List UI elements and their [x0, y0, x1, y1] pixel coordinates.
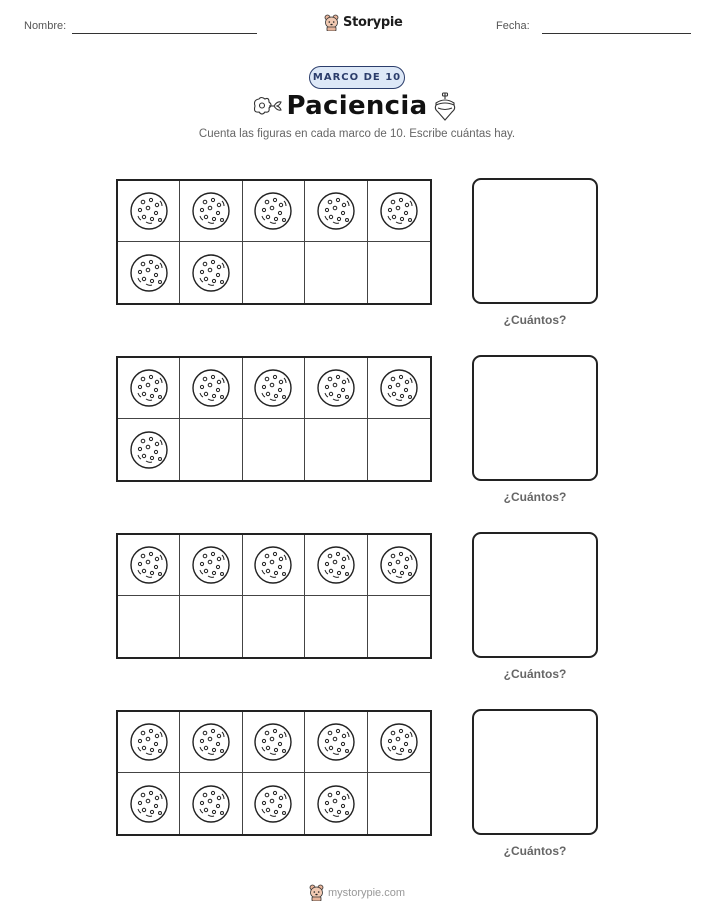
- bear-logo-icon: [324, 14, 339, 31]
- frame-cell: [368, 242, 430, 303]
- frame-cell: [305, 712, 367, 773]
- frame-cell: [180, 596, 242, 657]
- frame-cell: [180, 358, 242, 419]
- cookie-icon: [191, 253, 231, 293]
- cookie-icon: [253, 545, 293, 585]
- answer-label: ¿Cuántos?: [503, 844, 567, 858]
- cookie-icon: [316, 191, 356, 231]
- cookie-icon: [191, 545, 231, 585]
- frame-cell: [305, 242, 367, 303]
- cookie-icon: [379, 545, 419, 585]
- ten-frame-3: [116, 533, 432, 659]
- frame-cell: [368, 596, 430, 657]
- frame-cell: [243, 535, 305, 596]
- frame-cell: [118, 419, 180, 480]
- frame-cell: [180, 181, 242, 242]
- cookie-icon: [129, 545, 169, 585]
- frame-cell: [243, 419, 305, 480]
- name-label: Nombre:: [24, 20, 67, 32]
- cookie-icon: [379, 191, 419, 231]
- cookie-icon: [129, 253, 169, 293]
- cookie-icon: [379, 722, 419, 762]
- cookie-icon: [253, 191, 293, 231]
- cookie-icon: [129, 722, 169, 762]
- answer-box-4[interactable]: [472, 709, 598, 835]
- ten-frame-2: [116, 356, 432, 482]
- frame-cell: [368, 419, 430, 480]
- answer-label: ¿Cuántos?: [503, 490, 567, 504]
- frame-cell: [118, 773, 180, 834]
- frame-cell: [305, 181, 367, 242]
- answer-label: ¿Cuántos?: [503, 313, 567, 327]
- ten-frame-4: [116, 710, 432, 836]
- answer-box-3[interactable]: [472, 532, 598, 658]
- cookie-icon: [191, 191, 231, 231]
- cookie-icon: [129, 368, 169, 408]
- footer: [0, 884, 714, 901]
- answer-box-2[interactable]: [472, 355, 598, 481]
- frame-cell: [180, 773, 242, 834]
- brand-logo: [324, 14, 403, 31]
- cookie-icon: [129, 191, 169, 231]
- frame-cell: [180, 535, 242, 596]
- frame-cell: [118, 712, 180, 773]
- answer-label: ¿Cuántos?: [503, 667, 567, 681]
- cookie-icon: [129, 784, 169, 824]
- cookie-icon: [316, 722, 356, 762]
- frame-cell: [118, 242, 180, 303]
- frame-cell: [368, 181, 430, 242]
- frame-cell: [368, 535, 430, 596]
- footer-url: mystorypie.com: [327, 886, 406, 899]
- cookie-icon: [316, 368, 356, 408]
- instructions-text: Cuenta las figuras en cada marco de 10. Escribe cuántas hay.: [198, 128, 516, 140]
- brand-name: Storypie: [343, 15, 403, 30]
- frame-cell: [118, 596, 180, 657]
- name-line[interactable]: [72, 33, 257, 34]
- frame-cell: [243, 358, 305, 419]
- frame-cell: [180, 712, 242, 773]
- cookie-icon: [191, 784, 231, 824]
- frame-cell: [305, 596, 367, 657]
- frame-cell: [118, 358, 180, 419]
- cookie-icon: [316, 784, 356, 824]
- cookie-icon: [253, 722, 293, 762]
- frame-cell: [305, 773, 367, 834]
- date-line[interactable]: [542, 33, 691, 34]
- frame-cell: [368, 358, 430, 419]
- frame-cell: [118, 181, 180, 242]
- bear-logo-icon: [309, 884, 324, 901]
- frame-cell: [305, 419, 367, 480]
- frame-cell: [243, 242, 305, 303]
- frame-cell: [180, 242, 242, 303]
- cookie-icon: [379, 368, 419, 408]
- frame-cell: [180, 419, 242, 480]
- frame-cell: [243, 773, 305, 834]
- cookie-icon: [253, 368, 293, 408]
- cookie-icon: [316, 545, 356, 585]
- spinning-top-icon: [432, 92, 458, 122]
- category-badge-text: MARCO DE 10: [312, 72, 402, 83]
- frame-cell: [305, 535, 367, 596]
- cookie-icon: [191, 722, 231, 762]
- date-label: Fecha:: [496, 20, 530, 32]
- category-badge: [309, 66, 405, 89]
- frame-cell: [368, 712, 430, 773]
- page-title: Paciencia: [286, 91, 428, 121]
- frame-cell: [368, 773, 430, 834]
- frame-cell: [118, 535, 180, 596]
- frame-cell: [243, 181, 305, 242]
- ten-frame-1: [116, 179, 432, 305]
- cookie-icon: [191, 368, 231, 408]
- cookie-icon: [253, 784, 293, 824]
- frame-cell: [243, 596, 305, 657]
- cookie-icon: [129, 430, 169, 470]
- frame-cell: [243, 712, 305, 773]
- answer-box-1[interactable]: [472, 178, 598, 304]
- frame-cell: [305, 358, 367, 419]
